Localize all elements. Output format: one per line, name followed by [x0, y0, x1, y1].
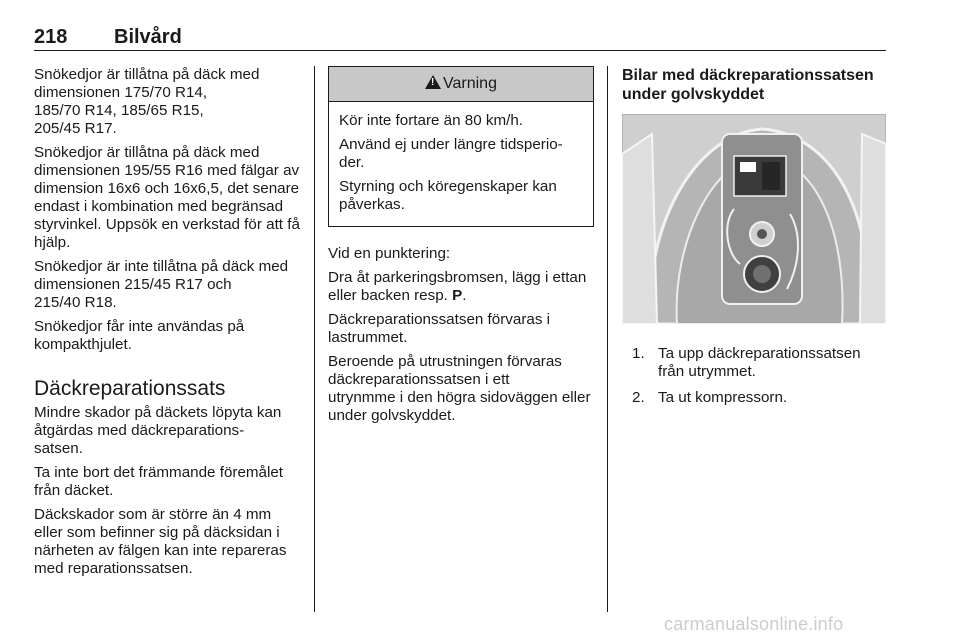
subheading: Bilar med däckreparationssatsen under golvskyddet — [622, 67, 874, 103]
paragraph: Snökedjor får inte användas på kompakthjulet. — [34, 318, 245, 353]
list-item — [632, 345, 886, 381]
warning-line: Använd ej under längre tidsperio- der. — [339, 136, 563, 171]
warning-header — [329, 67, 593, 102]
paragraph: Däckskador som är större än 4 mm eller som befinner sig på däcksidan i närheten av fälgen kan inte repareras med reparationssatsen. — [34, 506, 287, 577]
column-divider — [314, 66, 315, 612]
step-list — [622, 345, 886, 407]
paragraph: Däckreparationssatsen förvaras i lastrummet. — [328, 311, 551, 346]
paragraph: Ta inte bort det främmande föremålet från däcket. — [34, 464, 284, 499]
paragraph: Snökedjor är tillåtna på däck med dimensionen 175/70 R14, 185/70 R14, 185/65 R15, 205/45 R17. — [34, 66, 260, 137]
warning-box — [328, 66, 594, 227]
column-divider — [607, 66, 608, 612]
paragraph: Beroende på utrustningen förvaras däckreparationssatsen i ett utrynmme i den högra sidoväggen eller under golvskyddet. — [328, 353, 591, 424]
warning-triangle-icon — [425, 75, 441, 89]
section-name: Bilvård — [114, 26, 182, 48]
paragraph: Vid en punktering: — [328, 245, 451, 262]
paragraph: Snökedjor är inte tillåtna på däck med dimensionen 215/45 R17 och 215/40 R18. — [34, 258, 289, 311]
warning-title: Varning — [443, 75, 497, 92]
paragraph — [328, 269, 594, 305]
paragraph-text: Dra åt parkeringsbromsen, lägg i ettan eller backen resp. — [328, 269, 587, 304]
list-item — [632, 389, 886, 407]
gear-p-symbol: P — [452, 287, 463, 304]
section-title: Däckreparationssats — [34, 377, 226, 400]
warning-line: Styrning och köregenskaper kan påverkas. — [339, 178, 557, 213]
paragraph: Snökedjor är tillåtna på däck med dimensionen 195/55 R16 med fälgar av dimension 16x6 och 16x6,5, det senare endast i kombination med begränsad styrvinkel. Uppsök en verkstad för att få hjälp. — [34, 144, 300, 251]
warning-body — [329, 102, 593, 226]
step-number: 2. — [632, 389, 645, 406]
column-3 — [622, 66, 886, 415]
paragraph-text: . — [462, 287, 467, 304]
paragraph: Mindre skador på däckets löpyta kan åtgärdas med däckreparations- satsen. — [34, 404, 282, 457]
step-number: 1. — [632, 345, 645, 362]
step-text: Ta ut kompressorn. — [658, 389, 788, 406]
tire-repair-kit-illustration — [622, 114, 886, 324]
step-text: Ta upp däckreparationssatsen från utrymmet. — [658, 345, 861, 380]
warning-line: Kör inte fortare än 80 km/h. — [339, 112, 524, 129]
column-2 — [328, 66, 594, 431]
watermark: carmanualsonline.info — [664, 614, 844, 634]
page-number: 218 — [34, 26, 68, 48]
page-header — [34, 26, 886, 51]
column-1 — [34, 66, 300, 584]
